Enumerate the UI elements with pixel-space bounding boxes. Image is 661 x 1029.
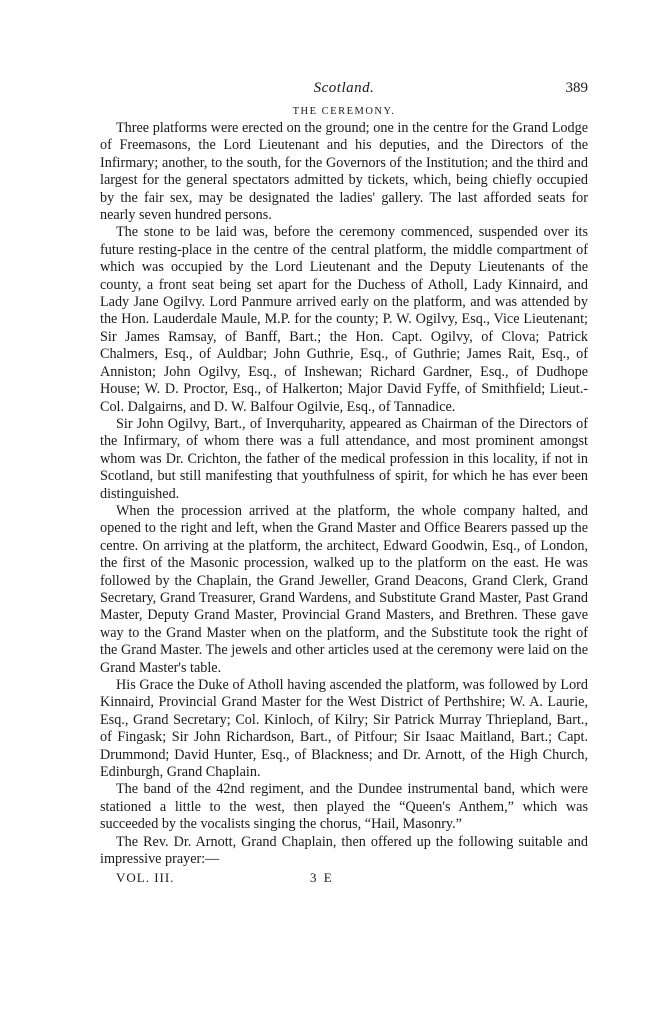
page-footer bbox=[100, 870, 588, 890]
running-title: Scotland. bbox=[313, 80, 375, 96]
book-page bbox=[100, 80, 588, 890]
volume-label: VOL. III. bbox=[116, 870, 175, 886]
paragraph-procession: When the procession arrived at the platform, the whole company halted, and opened to the right and left, when the Grand Master and Office Bearers passed up the centre. On arriving at the platform, the architect, Edward Goodwin, Esq., of London, the first of the Masonic procession, walked up to the platform on the east. He was followed by the Chaplain, the Grand Jeweller, Grand Deacons, Grand Clerk, Grand Secretary, Grand Treasurer, Grand Wardens, and Substitute Grand Master, Past Grand Master, Deputy Grand Master, Provincial Grand Masters, and Brethren. These gave way to the Grand Master when on the platform, and the Substitute took the right of the Grand Master. The jewels and other articles used at the ceremony were laid on the Grand Master's table. bbox=[100, 502, 588, 676]
running-head bbox=[100, 80, 588, 102]
paragraph-band: The band of the 42nd regiment, and the Dundee instrumental band, which were stationed a little to the west, then played the “Queen's Anthem,” which was succeeded by the vocalists singing the chorus, “Hail, Masonry.” bbox=[100, 781, 588, 833]
paragraph-prayer: The Rev. Dr. Arnott, Grand Chaplain, then offered up the following suitable and impressive prayer:— bbox=[100, 833, 588, 868]
paragraph-duke: His Grace the Duke of Atholl having ascended the platform, was followed by Lord Kinnaird, Provincial Grand Master for the West District of Perthshire; W. A. Laurie, Esq., Grand Secretary; Col. Kinloch, of Kilry; Sir Patrick Murray Thriepland, Bart., of Fingask; Sir John Richardson, Bart., of Pitfour; Sir Isaac Maitland, Bart.; Capt. Drummond; David Hunter, Esq., of Blackness; and Dr. Arnott, of the High Church, Edinburgh, Grand Chaplain. bbox=[100, 677, 588, 781]
signature-mark: 3 E bbox=[310, 870, 334, 886]
page-number: 389 bbox=[565, 80, 588, 96]
paragraph-platforms: Three platforms were erected on the ground; one in the centre for the Grand Lodge of Freemasons, the Lord Lieutenant and his deputies, and the Directors of the Infirmary; another, to the south, for the Governors of the Institution; and the third and largest for the general spectators admitted by tickets, which, being chiefly occupied by the fair sex, may be designated the ladies' gallery. The last afforded seats for nearly seven hundred persons. bbox=[100, 120, 588, 224]
paragraph-chairman: Sir John Ogilvy, Bart., of Inverquharity, appeared as Chairman of the Directors of the Infirmary, of whom there was a full attendance, and most prominent amongst whom was Dr. Crichton, the father of the medical profession in this locality, if not in Scotland, but still manifesting that youthfulness of spirit, for which he has ever been distinguished. bbox=[100, 415, 588, 502]
section-heading: THE CEREMONY. bbox=[292, 106, 396, 117]
body-text bbox=[100, 120, 588, 868]
paragraph-stone: The stone to be laid was, before the ceremony commenced, suspended over its future resting-place in the centre of the central platform, the middle compartment of which was occupied by the Lord Lieutenant and the Deputy Lieutenants of the county, a front seat being set apart for the Duchess of Atholl, Lady Kinnaird, and Lady Jane Ogilvy. Lord Panmure arrived early on the platform, and was attended by the Hon. Lauderdale Maule, M.P. for the county; P. W. Ogilvy, Esq., Vice Lieutenant; Sir James Ramsay, of Banff, Bart.; the Hon. Capt. Ogilvy, of Clova; Patrick Chalmers, Esq., of Auldbar; John Guthrie, Esq., of Guthrie; James Rait, Esq., of Anniston; John Ogilvy, Esq., of Inshewan; Richard Gardner, Esq., of Dudhope House; W. D. Proctor, Esq., of Halkerton; Major David Fyffe, of Smithfield; Lieut.-Col. Dalgairns, and D. W. Balfour Ogilvie, Esq., of Tannadice. bbox=[100, 224, 588, 415]
